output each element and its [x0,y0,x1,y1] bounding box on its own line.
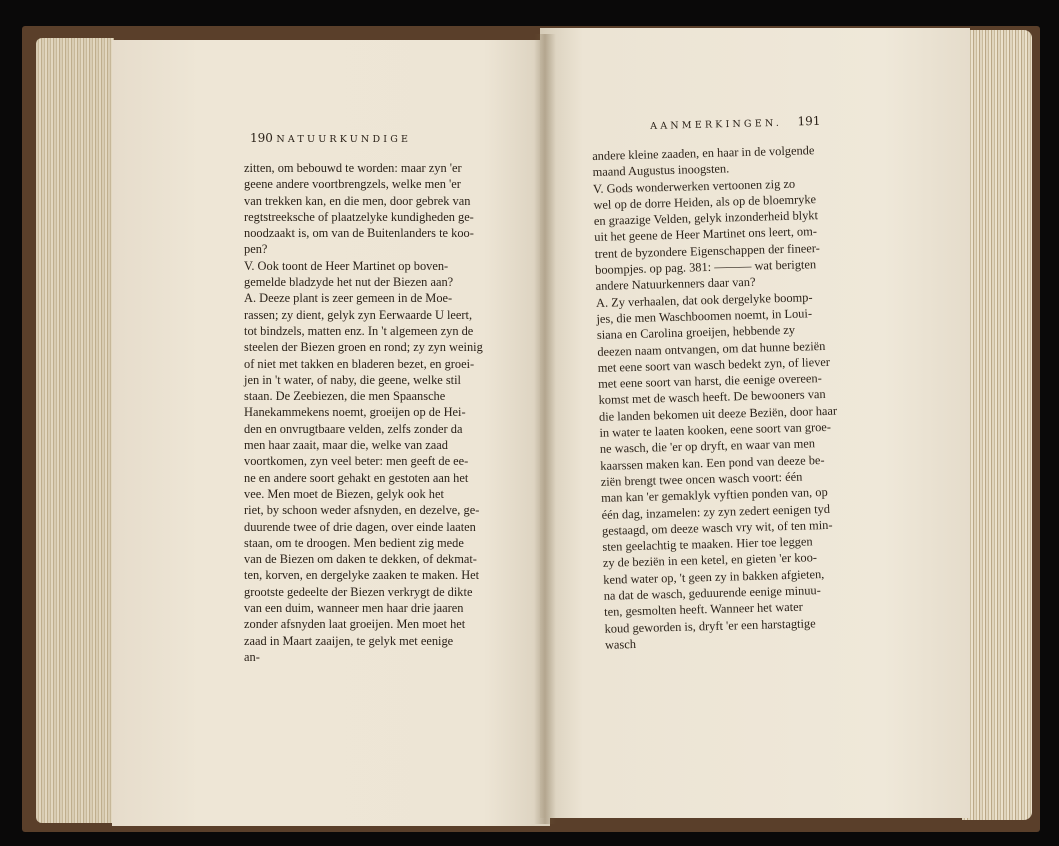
text-line: A. Deeze plant is zeer gemeen in de Moe- [244,291,453,306]
text-line: zitten, om bebouwd te worden: maar zyn 'er [244,161,462,175]
text-line: tot bindzels, matten enz. In 't algemeen zyn de [244,323,474,338]
text-line: van een duim, wanneer men haar drie jaaren [244,601,464,616]
text-line: boompjes. op pag. 381: ——— wat berigten [595,257,817,278]
text-line: andere Natuurkenners daar van? [595,275,756,294]
text-line: gemelde bladzyde het nut der Biezen aan? [244,275,454,290]
text-line: of niet met takken en bladeren bezet, en groei- [244,356,475,371]
text-line: A. Zy verhaalen, dat ook dergelyke boomp- [595,289,813,310]
text-line: deezen naam ontvangen, om dat hunne beziën [597,338,826,359]
text-line: staan. De Zeebiezen, die men Spaansche [244,389,446,404]
text-line: duurende twee of drie dagen, over einde laaten [244,519,476,534]
text-line: in water te laaten kooken, eene soort van groe- [599,419,832,440]
text-line: zaad in Maart zaaijen, te gelyk met eenige [244,633,454,648]
text-line: sten geelachtig te maaken. Hier toe leggen [602,534,813,554]
book-gutter [534,34,556,824]
text-line: regtstreeksche of plaatzelyke kundigheden ge- [244,209,474,224]
text-line: an- [244,649,260,664]
text-line: koud geworden is, dryft 'er een harstagtige [604,615,816,636]
text-line: ne en andere soort gehakt en gestoten aan het [244,470,469,485]
text-line: andere kleine zaaden, en haar in de volgende [592,143,815,163]
text-line: met eene soort van wasch bedekt zyn, of liever [597,354,831,375]
text-line: wasch [604,636,637,652]
text-line: rassen; zy dient, gelyk zyn Eerwaarde U leert, [244,307,473,322]
text-line: siana en Carolina groeijen, hebbende zy [596,323,796,343]
text-line: V. Gods wonderwerken vertoonen zig zo [592,176,796,196]
text-line: ne wasch, die 'er op dryft, en waar van men [599,436,816,457]
right-page-number: 191 [797,113,821,129]
text-line: van de Biezen om daken te dekken, of dekmat- [244,552,477,567]
text-line: ten, gesmolten heeft. Wanneer het water [603,599,803,620]
text-line: staan, om te droogen. Men bedient zig mede [244,535,464,550]
text-line: maand Augustus inoogsten. [592,161,730,180]
text-line: steelen der Biezen groen en rond; zy zyn weinig [244,340,483,355]
text-line: gestaagd, om deeze wasch vry wit, of ten min- [601,517,833,538]
text-line: van trekken kan, en die men, door gebrek van [244,193,471,208]
text-line: men haar zaait, maar die, welke van zaad [244,438,448,453]
right-page-edges [962,30,1032,820]
left-page-text [244,160,483,665]
text-line: die landen bekomen uit deeze Beziën, door haar [598,403,838,424]
text-line: ten, korven, en dergelyke zaaken te maken. Het [244,568,480,583]
text-line: ziën brengt twee oncen wasch voort: één [600,469,803,489]
text-line: den en onvrugtbaare velden, zelfs zonder da [244,421,463,436]
text-line: jes, die men Waschboomen noemt, in Loui- [596,306,813,326]
text-line: man kan 'er gemaklyk vyftien ponden van, op [600,485,828,506]
text-line: komst met de wasch heeft. De bewooners van [598,387,826,408]
text-line: riet, by schoon weder afsnyden, en dezelve, ge- [244,503,480,518]
text-line: Hanekammekens noemt, groeijen op de Hei- [244,405,466,420]
left-page-header [250,131,411,145]
text-line: grootste gedeelte der Biezen verkrygt de dikte [244,584,473,599]
text-line: voortkomen, zyn veel beter: men geeft de ee- [244,454,469,469]
text-line: jen in 't water, of naby, die geene, welke stil [244,372,462,387]
text-line: noodzaakt is, om van de Buitenlanders te koo- [244,226,474,241]
text-line: met eene soort van harst, die eenige overeen- [597,371,822,392]
right-running-title: AANMERKINGEN. [650,117,783,132]
left-page-number: 190 [250,131,273,145]
text-line: wel op de dorre Heiden, als op de bloemryke [593,192,817,212]
text-line: V. Ook toont de Heer Martinet op boven- [244,258,449,273]
text-line: na dat de wasch, geduurende eenige minuu- [603,583,821,603]
text-line: zy de beziën in een ketel, en gieten 'er koo- [602,550,818,571]
text-line: uit het geene de Heer Martinet ons leert, om- [594,224,818,245]
text-line: één dag, inzamelen: zy zyn zedert eenigen tyd [601,501,831,522]
text-line: en graazige Velden, gelyk inzonderheid blykt [593,208,819,229]
left-running-title: NATUURKUNDIGE [276,134,412,145]
text-line: pen? [244,242,268,257]
text-line: kend water op, 't geen zy in bakken afgieten, [603,566,825,587]
right-page-text [592,142,843,653]
text-line: trent de byzondere Eigenschappen der fineer- [594,240,820,261]
text-line: geene andere voortbrengzels, welke men 'er [244,177,461,192]
text-line: kaarssen maken kan. Een pond van deeze be- [600,452,825,473]
left-page-edges [36,38,114,823]
text-line: zonder afsnyden laat groeijen. Men moet het [244,617,466,632]
text-line: vee. Men moet de Biezen, gelyk ook het [244,486,444,501]
